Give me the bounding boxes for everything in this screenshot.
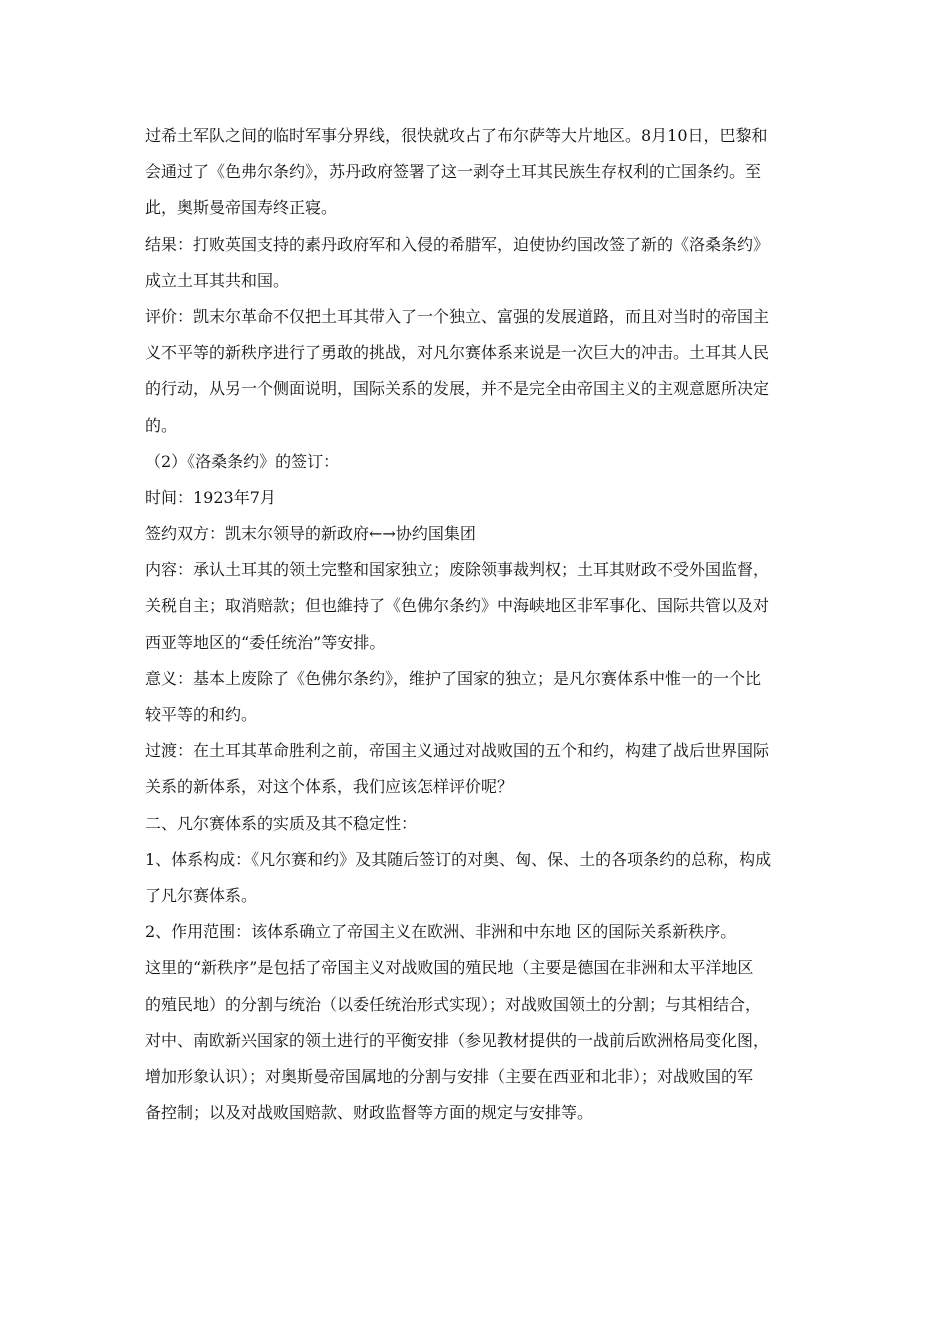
- text-line: 关系的新体系，对这个体系，我们应该怎样评价呢？: [145, 777, 514, 797]
- text-line: 义不平等的新秩序进行了勇敢的挑战，对凡尔赛体系来说是一次巨大的冲击。土耳其人民: [145, 343, 770, 363]
- transition-heading-line: 过渡：在土耳其革命胜利之前，帝国主义通过对战败国的五个和约，构建了战后世界国际: [145, 741, 770, 761]
- text-line: 过希土军队之间的临时军事分界线，很快就攻占了布尔萨等大片地区。8月10日，巴黎和: [145, 126, 768, 145]
- parties-line: 签约双方：凯末尔领导的新政府←→协约国集团: [145, 524, 476, 544]
- document-body: [145, 118, 810, 1131]
- text-line: 了凡尔赛体系。: [145, 885, 258, 905]
- text-line: 会通过了《色弗尔条约》，苏丹政府签署了这一剥夺土耳其民族生存权利的亡国条约。至: [145, 162, 762, 182]
- significance-heading-line: 意义：基本上废除了《色佛尔条约》，维护了国家的独立；是凡尔赛体系中惟一的一个比: [145, 668, 762, 688]
- section-heading: 二、凡尔赛体系的实质及其不稳定性：: [145, 813, 418, 833]
- numbered-item-line: 2、作用范围：该体系确立了帝国主义在欧洲、非洲和中东地 区的国际关系新秩序。: [145, 922, 737, 942]
- text-line: 备控制；以及对战败国赔款、财政监督等方面的规定与安排等。: [145, 1103, 594, 1123]
- evaluation-heading-line: 评价：凯末尔革命不仅把土耳其带入了一个独立、富强的发展道路，而且对当时的帝国主: [145, 306, 770, 326]
- text-line: 对中、南欧新兴国家的领土进行的平衡安排（参见教材提供的一战前后欧洲格局变化图，: [145, 1030, 770, 1050]
- text-line: 这里的“新秩序”是包括了帝国主义对战败国的殖民地（主要是德国在非洲和太平洋地区: [145, 958, 754, 978]
- text-line: 成立土耳其共和国。: [145, 270, 290, 290]
- text-line: 关税自主；取消赔款；但也維持了《色佛尔条约》中海峡地区非军事化、国际共管以及对: [145, 596, 770, 616]
- text-line: 较平等的和约。: [145, 705, 258, 724]
- text-line: 的行动，从另一个侧面说明，国际关系的发展，并不是完全由帝国主义的主观意愿所决定: [145, 379, 770, 399]
- text-line: 增加形象认识）；对奥斯曼帝国属地的分割与安排（主要在西亚和北非）；对战败国的军: [145, 1066, 754, 1086]
- time-line: 时间：1923年7月: [145, 487, 276, 507]
- result-heading-line: 结果：打败英国支持的素丹政府军和入侵的希腊军，迫使协约国改签了新的《洛桑条约》: [145, 234, 770, 254]
- content-heading-line: 内容：承认土耳其的领土完整和国家独立；废除领事裁判权；土耳其财政不受外国监督，: [145, 560, 770, 580]
- text-line: 的殖民地）的分割与统治（以委任统治形式实现）；对战败国领土的分割；与其相结合，: [145, 994, 762, 1014]
- text-line: 西亚等地区的“委任统治”等安排。: [145, 632, 386, 652]
- section-subheading: （2）《洛桑条约》的签订：: [145, 451, 340, 471]
- text-line: 的。: [145, 415, 178, 435]
- text-line: 此，奥斯曼帝国寿终正寝。: [145, 198, 338, 218]
- numbered-item-line: 1、体系构成：《凡尔赛和约》及其随后签订的对奥、匈、保、土的各项条约的总称，构成: [145, 849, 772, 869]
